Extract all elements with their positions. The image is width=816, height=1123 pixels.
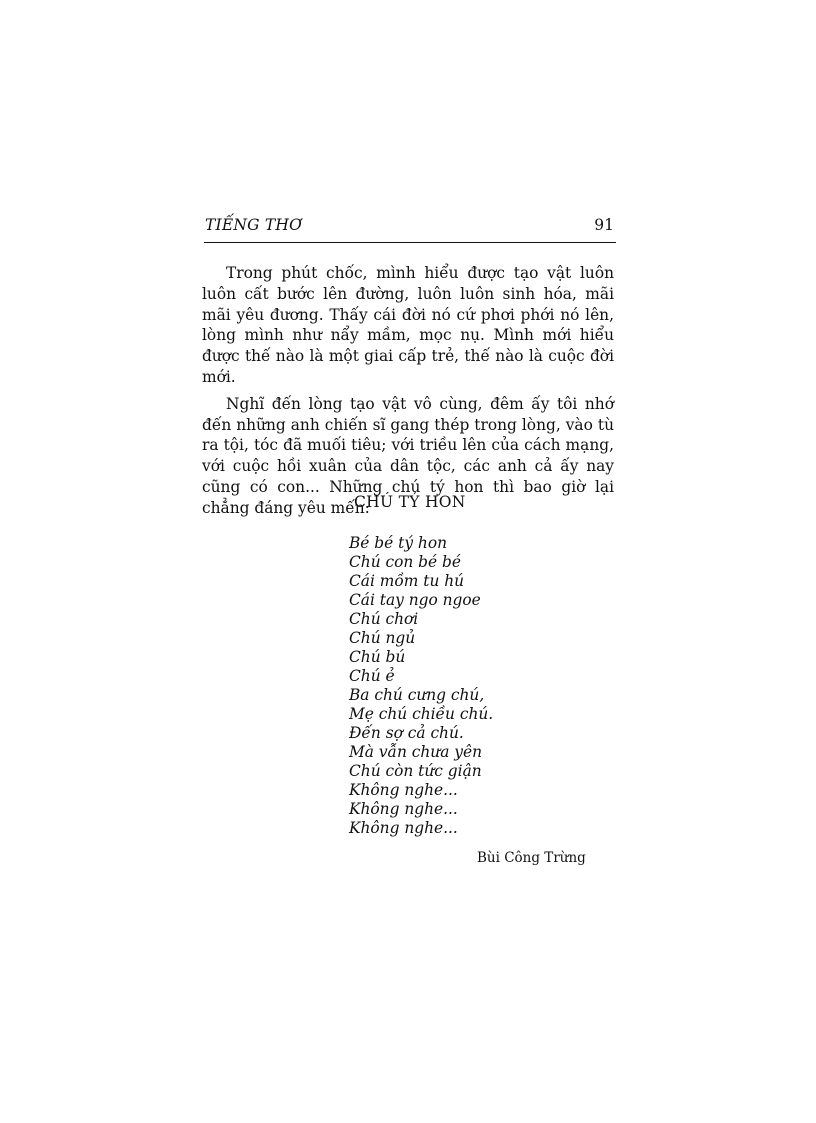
poem-line: Mà vẫn chưa yên <box>349 743 482 761</box>
page-header <box>204 216 616 243</box>
poem-line: Chú còn tức giận <box>349 762 482 780</box>
poem-line: Chú ngủ <box>349 629 416 647</box>
paragraph: Nghĩ đến lòng tạo vật vô cùng, đêm ấy tôi nhớ đến những anh chiến sĩ gang thép trong lòng, vào tù ra tội, tóc đã muối tiêu; với triều lên của cách mạng, với cuộc hồi xuân của dân tộc, các anh cả ấy nay cũng có con... Những chú tý hon thì bao giờ lại chẳng đáng yêu mến: <box>202 394 614 517</box>
poem-line: Chú con bé bé <box>349 553 461 571</box>
body-text <box>202 263 614 525</box>
page-number: 91 <box>594 216 614 234</box>
poem-line: Mẹ chú chiều chú. <box>349 705 494 723</box>
poem-line: Không nghe... <box>349 800 458 818</box>
poem-line: Cái mồm tu hú <box>349 572 465 590</box>
poem-line: Ba chú cưng chú, <box>349 686 485 704</box>
poem-line: Không nghe... <box>349 819 458 837</box>
poem <box>349 534 493 838</box>
poem-title: CHÚ TÝ HON <box>354 493 466 511</box>
paragraph: Trong phút chốc, mình hiểu được tạo vật luôn luôn cất bước lên đường, luôn luôn sinh hóa, mãi mãi yêu đương. Thấy cái đời nó cứ phơi phới nó lên, lòng mình như nẩy mầm, mọc nụ. Mình mới hiểu được thế nào là một giai cấp trẻ, thế nào là cuộc đời mới. <box>202 264 614 386</box>
poem-author: Bùi Công Trừng <box>477 850 586 866</box>
poem-line: Không nghe... <box>349 781 458 799</box>
poem-line: Bé bé tý hon <box>349 534 448 552</box>
poem-line: Chú bú <box>349 648 406 666</box>
poem-line: Chú chơi <box>349 610 419 628</box>
poem-line: Cái tay ngo ngoe <box>349 591 481 609</box>
running-title: TIẾNG THƠ <box>205 216 303 234</box>
poem-line: Đến sợ cả chú. <box>349 724 464 742</box>
poem-line: Chú ẻ <box>349 667 395 685</box>
